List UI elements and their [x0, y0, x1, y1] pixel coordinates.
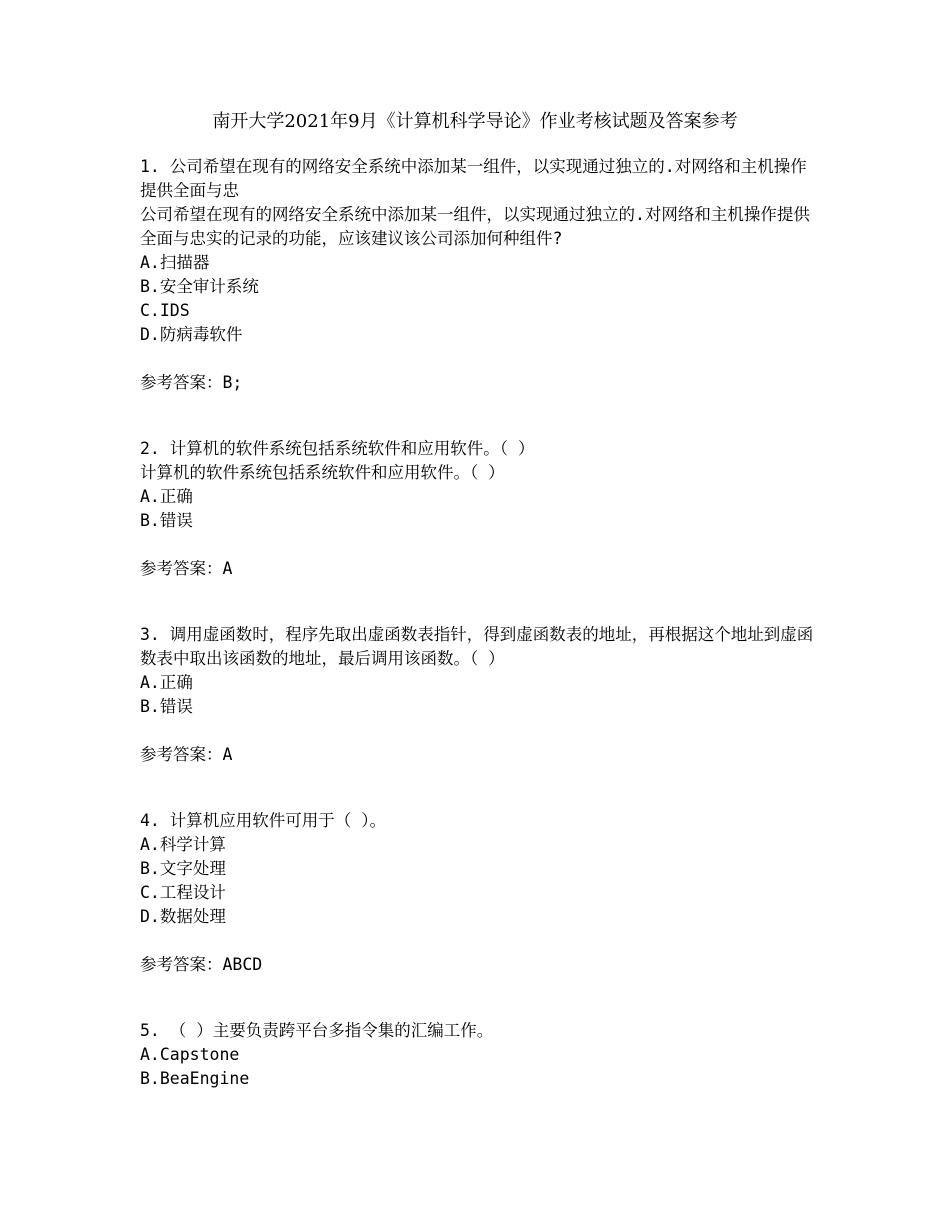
reference-answer: 参考答案：ABCD — [140, 955, 263, 974]
question-2 — [140, 437, 820, 581]
reference-answer: 参考答案：A — [140, 559, 233, 578]
question-5 — [140, 1019, 820, 1091]
option-b: B.安全审计系统 — [140, 277, 259, 296]
option-c: C.工程设计 — [140, 883, 226, 902]
option-list — [140, 671, 820, 719]
question-spacer — [140, 977, 820, 1019]
option-list — [140, 1043, 820, 1091]
option-a: A.正确 — [140, 673, 193, 692]
reference-answer: 参考答案：B; — [140, 373, 243, 392]
option-b: B.错误 — [140, 697, 193, 716]
question-spacer — [140, 395, 820, 437]
question-header: 2. 计算机的软件系统包括系统软件和应用软件。（ ） — [140, 439, 535, 458]
option-list — [140, 251, 820, 347]
option-list — [140, 485, 820, 533]
question-1 — [140, 155, 820, 395]
question-spacer — [140, 767, 820, 809]
option-b: B.文字处理 — [140, 859, 226, 878]
reference-answer: 参考答案：A — [140, 745, 233, 764]
question-header: 1. 公司希望在现有的网络安全系统中添加某一组件，以实现通过独立的.对网络和主机操作提供全面与忠 — [140, 157, 807, 200]
question-list — [140, 155, 820, 1091]
question-spacer — [140, 581, 820, 623]
option-d: D.防病毒软件 — [140, 325, 243, 344]
option-c: C.IDS — [140, 301, 190, 320]
option-a: A.正确 — [140, 487, 193, 506]
option-b: B.BeaEngine — [140, 1069, 250, 1088]
option-a: A.扫描器 — [140, 253, 210, 272]
option-d: D.数据处理 — [140, 907, 226, 926]
option-a: A.Capstone — [140, 1045, 240, 1064]
question-header: 5. （ ）主要负责跨平台多指令集的汇编工作。 — [140, 1021, 494, 1040]
question-header: 4. 计算机应用软件可用于（ ）。 — [140, 811, 386, 830]
question-4 — [140, 809, 820, 977]
question-text: 计算机的软件系统包括系统软件和应用软件。（ ） — [140, 463, 505, 482]
option-a: A.科学计算 — [140, 835, 226, 854]
question-3 — [140, 623, 820, 767]
question-header: 3. 调用虚函数时，程序先取出虚函数表指针，得到虚函数表的地址，再根据这个地址到虚函数表中取出该函数的地址，最后调用该函数。（ ） — [140, 625, 814, 668]
question-text: 公司希望在现有的网络安全系统中添加某一组件，以实现通过独立的.对网络和主机操作提供全面与忠实的记录的功能，应该建议该公司添加何种组件? — [140, 205, 810, 248]
page-title: 南开大学2021年9月《计算机科学导论》作业考核试题及答案参考 — [212, 111, 738, 132]
option-list — [140, 833, 820, 929]
option-b: B.错误 — [140, 511, 193, 530]
